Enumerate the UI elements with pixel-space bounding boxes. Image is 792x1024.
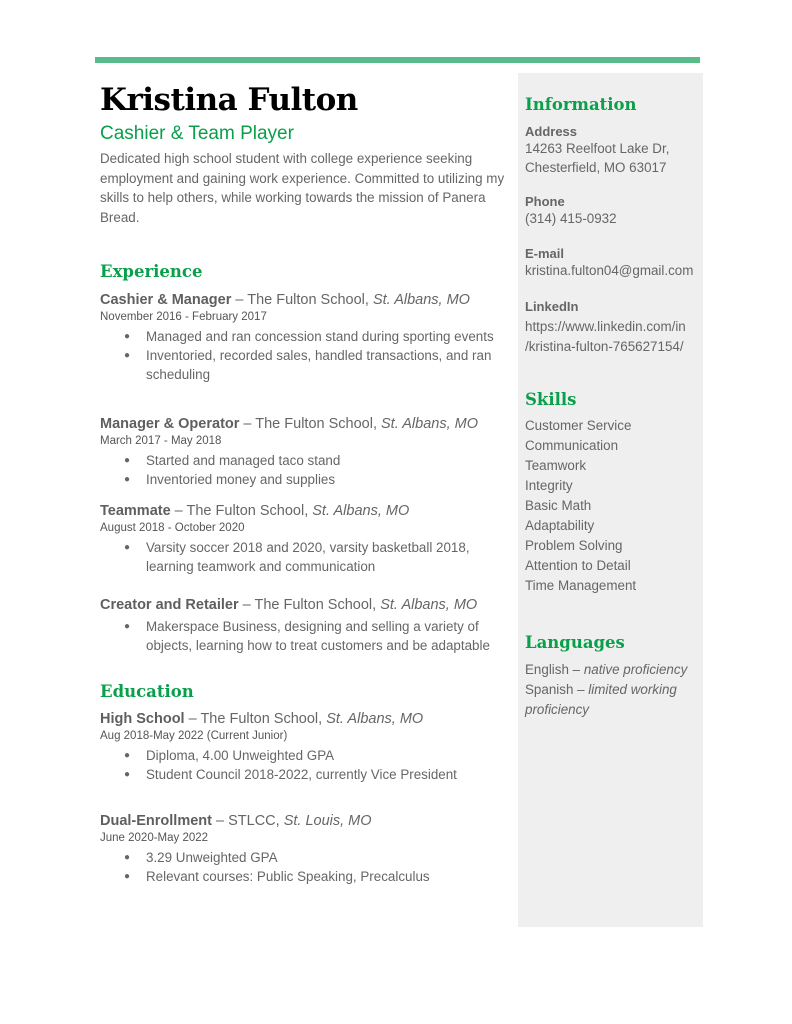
skill-item: Communication (525, 438, 619, 453)
linkedin-label: LinkedIn (525, 299, 579, 314)
job-date: November 2016 - February 2017 (100, 311, 267, 323)
job-title: Manager & Operator (100, 416, 240, 432)
education-heading: Education (100, 682, 194, 701)
bullet-item: ● Managed and ran concession stand during sporting events (100, 327, 512, 346)
school-date: Aug 2018-May 2022 (Current Junior) (100, 730, 288, 742)
school-org: – STLCC, (211, 813, 284, 829)
school-date: June 2020-May 2022 (100, 832, 209, 844)
language-level: native proficiency (583, 662, 688, 677)
skill-item: Time Management (525, 578, 637, 593)
school-title: High School (100, 711, 185, 727)
address-label: Address (525, 124, 578, 139)
language-separator: – (573, 682, 589, 697)
skill-item: Basic Math (525, 498, 592, 513)
job-title: Teammate (100, 503, 171, 519)
email-link[interactable]: kristina.fulton04@gmail.com (525, 262, 694, 278)
candidate-role: Cashier & Team Player (100, 123, 294, 144)
languages-heading: Languages (525, 633, 625, 652)
language-item (525, 660, 705, 680)
language-separator: – (568, 662, 584, 677)
job-org: – The Fulton School, (170, 503, 313, 519)
phone-value: (314) 415-0932 (525, 211, 617, 226)
skill-item: Customer Service (525, 418, 632, 433)
job-location: St. Albans, MO (381, 416, 478, 432)
linkedin-link-line2[interactable]: /kristina-fulton-765627154/ (525, 339, 684, 354)
phone-label: Phone (525, 194, 565, 209)
skill-item: Attention to Detail (525, 558, 631, 573)
job-location: St. Albans, MO (372, 292, 470, 308)
language-name: Spanish (525, 682, 574, 697)
school-location: St. Albans, MO (326, 711, 424, 727)
skill-item: Integrity (525, 478, 573, 493)
candidate-name: Kristina Fulton (100, 82, 358, 118)
skills-section (525, 390, 705, 596)
language-level: limited working proficiency (525, 682, 677, 717)
bullet-item: ● Varsity soccer 2018 and 2020, varsity basketball 2018, learning teamwork and communication (100, 538, 512, 576)
language-name: English (525, 662, 569, 677)
job-title: Creator and Retailer (100, 597, 239, 613)
skill-item: Adaptability (525, 518, 595, 533)
job-title: Cashier & Manager (100, 292, 232, 308)
email-label: E-mail (525, 245, 565, 261)
language-item (525, 680, 705, 720)
bullet-item: ● 3.29 Unweighted GPA (100, 848, 512, 867)
bullet-item: ● Inventoried, recorded sales, handled transactions, and ran scheduling (100, 346, 512, 384)
accent-top-bar (95, 57, 700, 63)
information-heading: Information (525, 95, 637, 114)
bullet-item: ● Diploma, 4.00 Unweighted GPA (100, 746, 512, 765)
languages-section (525, 633, 705, 720)
address-line1: 14263 Reelfoot Lake Dr, (525, 141, 670, 156)
skill-item: Problem Solving (525, 538, 623, 553)
job-entry (100, 415, 512, 489)
school-org: – The Fulton School, (184, 711, 327, 727)
job-date: August 2018 - October 2020 (100, 522, 245, 534)
job-entry (100, 596, 512, 655)
education-entry (100, 710, 512, 784)
information-section (525, 95, 705, 357)
job-org: – The Fulton School, (231, 292, 373, 308)
job-entry (100, 291, 512, 384)
job-org: – The Fulton School, (239, 416, 382, 432)
bullet-item: ● Started and managed taco stand (100, 451, 512, 470)
summary-text: Dedicated high school student with college experience seeking employment and gaining work experience. Committed to utilizing my skills to help others, while working towards the mission of Panera Bread. (100, 151, 505, 225)
linkedin-link-line1[interactable]: https://www.linkedin.com/in (525, 319, 686, 334)
job-location: St. Albans, MO (380, 597, 478, 613)
experience-heading: Experience (100, 262, 203, 281)
job-entry (100, 502, 512, 576)
education-entry (100, 812, 512, 886)
bullet-item: ● Student Council 2018-2022, currently Vice President (100, 765, 512, 784)
school-title: Dual-Enrollment (100, 813, 212, 829)
bullet-item: ● Inventoried money and supplies (100, 470, 512, 489)
resume-header (100, 80, 512, 227)
skill-item: Teamwork (525, 458, 587, 473)
skills-heading: Skills (525, 390, 577, 409)
school-location: St. Louis, MO (283, 813, 372, 829)
bullet-item: ● Makerspace Business, designing and selling a variety of objects, learning how to treat customers and be adaptable (100, 617, 512, 655)
bullet-item: ● Relevant courses: Public Speaking, Precalculus (100, 867, 512, 886)
job-date: March 2017 - May 2018 (100, 435, 222, 447)
job-location: St. Albans, MO (312, 503, 410, 519)
address-line2: Chesterfield, MO 63017 (525, 159, 667, 175)
job-org: – The Fulton School, (238, 597, 381, 613)
